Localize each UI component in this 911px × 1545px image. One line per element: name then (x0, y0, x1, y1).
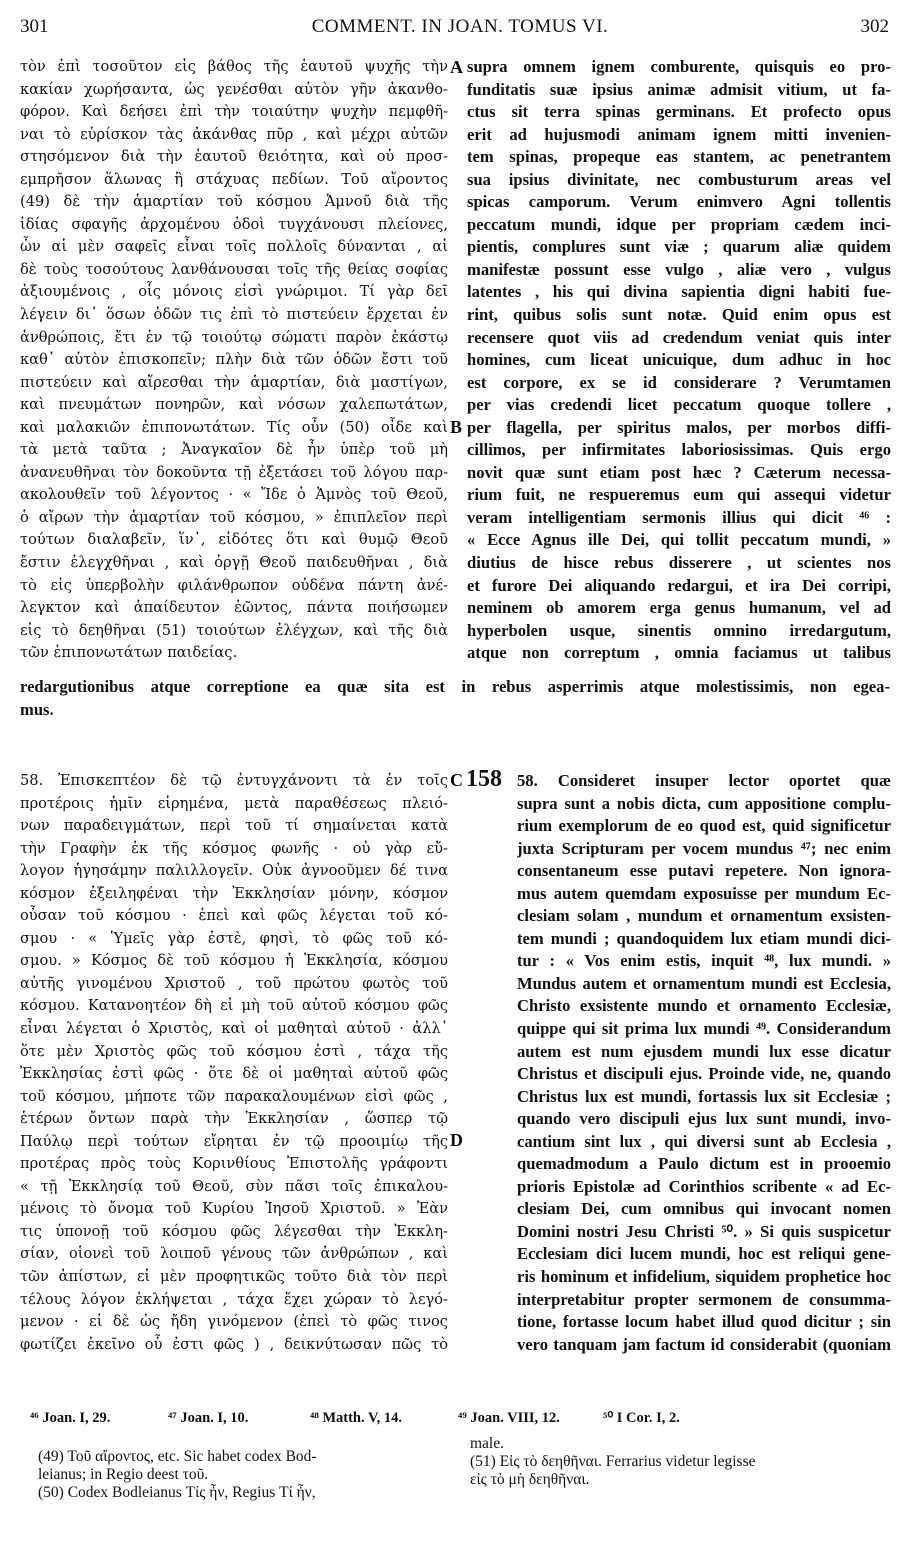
latin-line: veram intelligentiam sermonis illius qui dicit ⁴⁶ : (467, 507, 891, 527)
greek-line: τῶν ἀπίστων, εἰ μὲν προφητικῶς τοῦτο διὰ τὸν περὶ (20, 1268, 448, 1286)
margin-letter-a: A (450, 57, 463, 77)
latin-line: clesiam solam , mundum et ornamentum exsisten- (517, 906, 891, 926)
latin-line: recensere quot viis ad credendum veniat quis inter (467, 327, 891, 347)
latin-line: homines, cum liceat unicuique, dum adhuc in hoc (467, 350, 891, 370)
right-page-number: 302 (860, 16, 889, 37)
latin-column-bottom (517, 770, 891, 1370)
greek-line: λογον ἡγησάμην παλιλλογεῖν. Οὐκ ἀγνοοῦμεν δέ τινα (20, 862, 448, 880)
latin-line: novit quæ sunt etiam post hæc ? Cæterum necessa- (467, 462, 891, 482)
greek-line: κόσμον ἐξειληφέναι τὴν Ἐκκλησίαν μόνην, κόσμον (20, 884, 448, 902)
latin-line: latentes , his qui divina sapientia digni habiti fue- (467, 282, 891, 302)
greek-line: ἔστιν ἐλεγχθῆναι , καὶ ὀργῇ Θεοῦ παιδευθῆναι , διὰ (20, 554, 448, 572)
greek-line: εμπρῆσον ἅλωνας ἢ στάχυας πεδίων. Τοῦ αἴροντος (20, 170, 448, 188)
latin-line: cantium sint lux , qui diversi sunt ab Ecclesia , (517, 1131, 891, 1151)
greek-line: στησόμενον διὰ τὴν ἑαυτοῦ θειότητα, καὶ οὐ προσ- (20, 148, 448, 166)
greek-line: προτέρας πρὸς τοὺς Κορινθίους Ἐπιστολῆς γράφοντι (20, 1155, 448, 1173)
latin-line: Christo exsistente mundo et ornamento Ecclesiæ, (517, 996, 891, 1016)
latin-line: neminem ob amorem erga genus humanum, vel ad (467, 598, 891, 618)
latin-line: mus autem quemdam exposuisse per mundum Ec- (517, 883, 891, 903)
greek-line: οὖσαν τοῦ κόσμου · ἐπεὶ καὶ φῶς λέγεται τοῦ κό- (20, 907, 448, 925)
margin-letter-b: B (450, 417, 463, 437)
greek-line: φόρον. Καὶ δεήσει ἐπὶ τὴν τοιαύτην ψυχὴν πεμφθῆ- (20, 103, 448, 121)
margin-letter-d: D (450, 1130, 463, 1150)
greek-line: ἰδίας σφαγῆς ἀρχομένου ὁδοὶ τυγχάνουσι πλείονες, (20, 215, 448, 233)
latin-line: tem spinas, propeque eas stantem, ac penetrantem (467, 147, 891, 167)
latin-line: quando vero discipuli ejus lux sunt mundi, invo- (517, 1109, 891, 1129)
greek-line: σμου. » Κόσμος δὲ τοῦ κόσμου ἡ Ἐκκλησία, κόσμου (20, 952, 448, 970)
latin-line: funditatis suæ ipsius animæ admisit vitium, ut fa- (467, 79, 891, 99)
running-header (0, 14, 911, 44)
latin-line: quippe qui sit prima lux mundi ⁴⁹. Considerandum (517, 1019, 891, 1039)
greek-line: ἀνθρώποις, ἔτι ἐν τῷ τοιούτῳ σώματι παρὸν ἑκάστῳ (20, 328, 448, 346)
greek-line: μένοις τὸ ὄνομα τοῦ Κυρίου Ἰησοῦ Χριστοῦ. » Ἐὰν (20, 1200, 448, 1218)
greek-line: μενον · εἰ δὲ ὡς ἤδη γινόμενον (ἐπεὶ τὸ φῶς τινος (20, 1313, 448, 1331)
running-title: COMMENT. IN JOAN. TOMUS VI. (311, 16, 609, 37)
latin-line: tione, fortasse locum habet illud quod dicitur ; sin (517, 1312, 891, 1332)
greek-line: ακολουθεῖν τοῦ λέγοντος · « Ἴδε ὁ Ἀμνὸς τοῦ Θεοῦ, (20, 486, 448, 504)
greek-line: δὲ τοὺς τοσούτους λανθάνουσαι τοῖς τῆς θείας σοφίας (20, 260, 448, 278)
greek-line: ἑτέρων ὄντων παρὰ τὴν Ἐκκλησίαν , ὥσπερ τῷ (20, 1110, 448, 1128)
latin-line: supra sunt a nobis dicta, cum appositione complu- (517, 793, 891, 813)
latin-line: cillimos, per infirmitates laboriosissimas. Quis ergo (467, 440, 891, 460)
greek-line: τις ὑπονοῇ τοῦ κόσμου φῶς λέγεσθαι τὴν Ἐκκλη- (20, 1222, 448, 1240)
scripture-ref: ⁴⁷ Joan. I, 10. (168, 1410, 249, 1426)
greek-line: λέγειν δι᾽ ὅσων ὁδῶν τις ἐπὶ τὸ πιστεύειν ἔρχεται ἐν (20, 306, 448, 324)
latin-line: diutius de hisce rebus disserere , ut scientes nos (467, 553, 891, 573)
greek-line: εἶναι λέγεται ὁ Χριστὸς, καὶ οἱ μαθηταὶ αὐτοῦ · ἀλλ᾽ (20, 1020, 448, 1038)
latin-line: spicas camporum. Verum enimvero Agni tollentis (467, 192, 891, 212)
latin-line: peccatum mundi, idque per propriam cædem inci- (467, 214, 891, 234)
latin-line: tur : « Vos enim estis, inquit ⁴⁸, lux mundi. » (517, 951, 891, 971)
latin-line: tem mundi ; quandoquidem lux etiam mundi dici- (517, 928, 891, 948)
latin-line: consentaneum esse putavi repetere. Non ignora- (517, 861, 891, 881)
scripture-ref: ⁴⁶ Joan. I, 29. (30, 1410, 111, 1426)
greek-line: τὸ εἰς ὑπερβολὴν φιλάνθρωπον οὐδένα πάντη ἀνέ- (20, 576, 448, 594)
greek-line: τέλους λόγον ἐκλήψεται , τάχα ἔχει χώραν τὸ λεγό- (20, 1290, 448, 1308)
greek-line: τοῦ κόσμου, μήποτε τῶν παρακαλουμένων εἰσὶ φῶς , (20, 1087, 448, 1105)
greek-line: ὁ αἴρων τὴν ἁμαρτίαν τοῦ κόσμου, » ἐπιπλεῖον περὶ (20, 508, 448, 526)
greek-line: Παύλῳ περὶ τούτων εἴρηται ἐν τῷ προοιμίῳ τῆς (20, 1132, 448, 1150)
latin-line: sua ipsius divinitate, nec combusturum areas vel (467, 169, 891, 189)
latin-line: manifestæ possunt esse vulgo , aliæ vero , vulgus (467, 259, 891, 279)
latin-column-top (467, 56, 891, 671)
note-line: (50) Codex Bodleianus Τίς ἦν, Regius Τί ἦν, (38, 1484, 316, 1501)
latin-line: Mundus autem et ornamentum mundi est Ecclesia, (517, 973, 891, 993)
greek-line: προτέροις ἡμῖν εἰρημένα, μετὰ παραθέσεως πλειό- (20, 794, 448, 812)
latin-line: hyperbolen usque, sinentis omnino irredargutum, (467, 620, 891, 640)
greek-line: ναι τὸ εὑρίσκον τὰς ἀκάνθας πῦρ , καὶ μέχρι αὐτῶν (20, 125, 448, 143)
greek-line: φωτίζει ἐκεῖνο οὗ ἐστι φῶς ) , δεικνύτωσαν πῶς τὸ (20, 1335, 448, 1353)
greek-column-top (20, 56, 448, 671)
latin-line: rium exemplorum de eo quod est, quid significetur (517, 816, 891, 836)
greek-line: « τῇ Ἐκκλησίᾳ τοῦ Θεοῦ, σὺν πᾶσι τοῖς ἐπικαλου- (20, 1177, 448, 1195)
note-line: (51) Εἰς τὸ δεηθῆναι. Ferrarius videtur legisse (470, 1453, 756, 1470)
latin-line: Ecclesiam dici lucem mundi, hoc est reliqui gene- (517, 1244, 891, 1264)
greek-line: τῶν ἐπιπονωτάτων παιδείας. (20, 644, 238, 662)
greek-column-bottom (20, 770, 448, 1370)
latin-line: 58. Consideret insuper lector oportet quæ (517, 771, 891, 790)
greek-line: ὅτε μὲν Χριστὸς φῶς τοῦ κόσμου ἐστὶ , τάχα τῆς (20, 1042, 448, 1060)
greek-line: καὶ πνευμάτων πονηρῶν, καὶ νόσων χαλεπωτάτων, (20, 396, 448, 414)
greek-line: τὴν Γραφὴν ἐκ τῆς κόσμος φωνῆς · οὐ γὰρ εὔ- (20, 839, 448, 857)
latin-line: Christus et discipuli ejus. Proinde vide, ne, quando (517, 1064, 891, 1084)
latin-line: mus. (20, 699, 54, 719)
greek-line: κόσμου. Κατανοητέον δὴ εἰ μὴ τοῦ αὐτοῦ κόσμου φῶς (20, 997, 448, 1015)
greek-line: τὰ μετὰ ταῦτα ; Ἀναγκαῖον δὲ ἦν ὑπὲρ τοῦ μὴ (20, 441, 448, 459)
greek-line: λεγκτον καὶ ἀπαίδευτον ἐῶντος, πάντα ποιήσωμεν (20, 599, 448, 617)
latin-line: erit ad hujusmodi animam ignem mitti invenien- (467, 124, 891, 144)
greek-line: νων παραδειγμάτων, περὶ τοῦ τί σημαίνεται κατὰ (20, 817, 448, 835)
critical-notes-right (470, 1435, 890, 1489)
latin-line: rium fuit, ne respueremus eum qui assequi videtur (467, 485, 891, 505)
scripture-ref: ⁴⁹ Joan. VIII, 12. (458, 1410, 560, 1426)
greek-line: εἰς τὸ δεηθῆναι (51) τοιούτων ἐλέγχων, καὶ τῆς διὰ (20, 621, 448, 639)
latin-line: « Ecce Agnus ille Dei, qui tollit peccatum mundi, » (467, 530, 891, 550)
note-line: εἰς τὸ μὴ δεηθῆναι. (470, 1471, 590, 1488)
latin-line: atque non correptum , omnia faciamus ut talibus (467, 643, 891, 663)
latin-line: quemadmodum a Paulo dictum est in prooemio (517, 1154, 891, 1174)
latin-line: est corpore, ex se id considerare ? Verumtamen (467, 372, 891, 392)
greek-line: ἀνανευθῆναι τὸν δοκοῦντα τῇ ἐξετάσει τοῦ λόγου παρ- (20, 463, 448, 481)
greek-line: αὐτῆς γινομένου Χριστοῦ , τοῦ πρώτου φωτὸς τοῦ (20, 974, 448, 992)
latin-line: Domini nostri Jesu Christi ⁵⁰. » Si quis suspicetur (517, 1221, 891, 1241)
latin-line: interpretabitur propter sermonem de consumma- (517, 1289, 891, 1309)
greek-line: καὶ μαλακιῶν ἐπιπονωτάτων. Τίς οὖν (50) οἶδε καὶ (20, 418, 448, 436)
latin-line: juxta Scripturam per vocem mundus ⁴⁷; nec enim (517, 838, 891, 858)
latin-line: autem est num ejusdem mundi lux esse dicatur (517, 1041, 891, 1061)
section-number: 158 (466, 766, 502, 792)
latin-line: Christus lux est mundi, fortassis lux sit Ecclesiæ ; (517, 1086, 891, 1106)
scripture-ref: ⁴⁸ Matth. V, 14. (310, 1410, 402, 1426)
latin-line: clesiam Dei, cum omnibus qui invocant nomen (517, 1199, 891, 1219)
note-line: male. (470, 1435, 504, 1452)
note-line: (49) Τοῦ αἴροντος, etc. Sic habet codex Bod- (38, 1448, 317, 1465)
greek-line: σμου · « Ὑμεῖς γὰρ ἐστὲ, φησὶ, τὸ φῶς τοῦ κό- (20, 929, 448, 947)
latin-line: ris hominum et infidelium, siquidem prophetice hoc (517, 1267, 891, 1287)
latin-line: pientis, complures sunt viæ ; quarum aliæ quidem (467, 237, 891, 257)
greek-line: (49) δὲ τὴν ἁμαρτίαν τοῦ κόσμου Ἀμνοῦ διὰ τῆς (20, 193, 448, 211)
scripture-references (20, 1410, 890, 1432)
critical-notes-left (38, 1448, 448, 1502)
latin-line: ctus sit terra spinas germinans. Et profecto opus (467, 102, 891, 122)
greek-line: ἀξιουμένοις , οἷς μόνοις εἰσὶ γνώριμοι. Τί γὰρ δεῖ (20, 283, 448, 301)
scripture-ref: ⁵⁰ I Cor. I, 2. (603, 1410, 680, 1426)
latin-line: redargutionibus atque correptione ea quæ sita est in rebus asperrimis atque molestissimis, non egea- (20, 677, 890, 696)
greek-line: 58. Ἐπισκεπτέον δὲ τῷ ἐντυγχάνοντι τὰ ἐν τοῖς (20, 772, 448, 789)
latin-line: per vias credendi licet peccatum quoque tollere , (467, 395, 891, 415)
latin-line: et furore Dei aliquando redargui, et ira Dei corripi, (467, 575, 891, 595)
greek-line: καθ᾽ αὑτὸν ἐπισκοπεῖν; πλὴν διὰ τῶν ὁδῶν ἔστι τοῦ (20, 351, 448, 369)
latin-line: per flagella, per spiritus malos, per morbos diffi- (467, 417, 891, 437)
latin-line: rint, quibus solis sunt notæ. Quid enim opus est (467, 305, 891, 325)
latin-line: vero tanquam jam factum id considerabit (quoniam (517, 1334, 891, 1354)
greek-line: τὸν ἐπὶ τοσοῦτον εἰς βάθος τῆς ἑαυτοῦ ψυχῆς τὴν (20, 58, 448, 75)
greek-line: σίαν, οἱονεὶ τοῦ λοιποῦ γένους τῶν ἀνθρώπων , καὶ (20, 1245, 448, 1263)
greek-line: πιστεύειν καὶ αἴρεσθαι τὴν ἁμαρτίαν, διὰ μαστίγων, (20, 373, 448, 391)
greek-line: τούτων διαλαβεῖν, ἵν᾽, εἰδότες ὅτι καὶ θυμῷ Θεοῦ (20, 531, 448, 549)
greek-line: ὧν αἱ μὲν σαφεῖς εἶναι τοῖς πολλοῖς δύνανται , αἱ (20, 238, 448, 256)
greek-line: κακίαν χωρήσαντα, ὡς γενέσθαι αὐτὸν γῆν ἀκανθο- (20, 80, 448, 98)
greek-line: Ἐκκλησίας ἐστὶ φῶς · ὅτε δὲ οἱ μαθηταὶ αὐτοῦ φῶς (20, 1065, 448, 1083)
margin-letter-c: C (450, 770, 463, 790)
full-width-lines (20, 676, 890, 721)
latin-line: prioris Epistolæ ad Corinthios scribente « ad Ec- (517, 1176, 891, 1196)
left-page-number: 301 (20, 16, 49, 37)
note-line: leianus; in Regio deest τοῦ. (38, 1466, 209, 1483)
latin-line: supra omnem ignem comburente, quisquis eo pro- (467, 57, 891, 76)
